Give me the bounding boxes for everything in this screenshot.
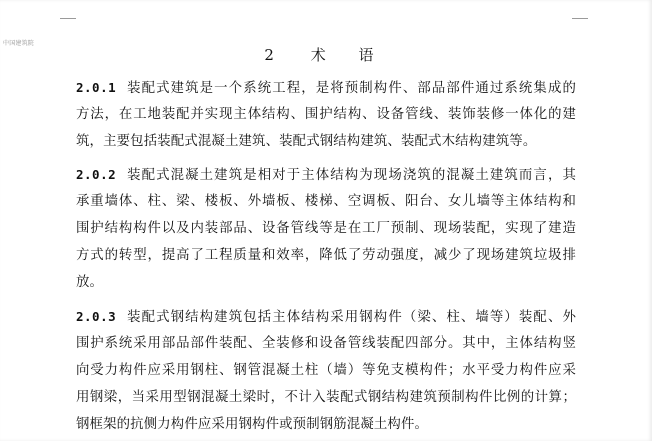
clause-2-0-2-line-4: 方式的转型，提高了工程质量和效率，降低了劳动强度，减少了现场建筑垃圾排 xyxy=(76,248,576,263)
clause-number: 2.0.1 xyxy=(76,80,117,95)
clause-2-0-2-line-3: 围护结构构件以及内装部品、设备管线等是在工厂预制、现场装配，实现了建造 xyxy=(76,221,576,236)
clause-2-0-2-line-2: 承重墙体、柱、梁、楼板、外墙板、楼梯、空调板、阳台、女儿墙等主体结构和 xyxy=(76,194,576,209)
section-title xyxy=(0,44,652,65)
clause-2-0-3-line-5: 钢框架的抗侧力构件应采用钢构件或预制钢筋混凝土构件。 xyxy=(76,417,429,432)
crop-mark-left xyxy=(60,18,76,19)
clause-2-0-1-line-2: 方法，在工地装配并实现主体结构、围护结构、设备管线、装饰装修一体化的建 xyxy=(76,107,576,122)
clause-text: 装配式钢结构建筑包括主体结构采用钢构件（梁、柱、墙等）装配、外 xyxy=(126,310,576,325)
clause-text: 装配式建筑是一个系统工程，是将预制构件、部品部件通过系统集成的 xyxy=(126,81,576,96)
watermark-text: 中国建筑院 xyxy=(3,40,35,47)
clause-2-0-3-line-4: 用钢梁，当采用型钢混凝土梁时，不计入装配式钢结构建筑预制构件比例的计算； xyxy=(76,390,576,405)
clause-2-0-2-line-5: 放。 xyxy=(76,275,104,290)
clause-2-0-2-line-1 xyxy=(76,166,576,184)
clause-2-0-1-line-1 xyxy=(76,79,576,97)
clause-2-0-3-line-1 xyxy=(76,308,576,326)
section-number: 2 xyxy=(264,46,274,64)
clause-number: 2.0.3 xyxy=(76,309,117,324)
crop-mark-right xyxy=(572,18,588,19)
clause-2-0-3-line-2: 围护系统采用部品部件装配、全装修和设备管线装配四部分。其中，主体结构竖 xyxy=(76,336,576,351)
clause-2-0-3-line-3: 向受力构件应采用钢柱、钢管混凝土柱（墙）等免支模构件；水平受力构件应采 xyxy=(76,363,576,378)
clause-number: 2.0.2 xyxy=(76,167,117,182)
clause-2-0-1-line-3: 筑，主要包括装配式混凝土建筑、装配式钢结构建筑、装配式木结构建筑等。 xyxy=(76,134,537,149)
section-title-char-1: 术 xyxy=(310,46,326,64)
section-title-char-2: 语 xyxy=(358,46,374,64)
clause-text: 装配式混凝土建筑是相对于主体结构为现场浇筑的混凝土建筑而言，其 xyxy=(126,168,576,183)
